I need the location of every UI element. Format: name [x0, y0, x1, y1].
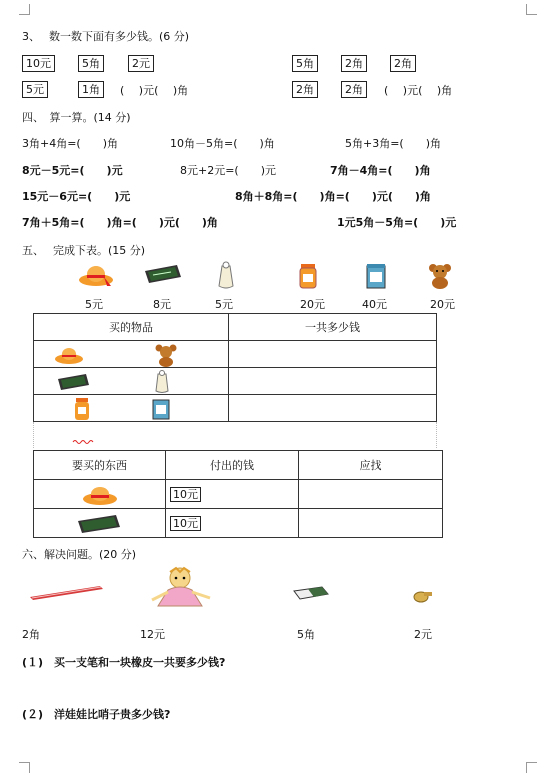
calc-item: 8角＋8角=( )角=( )元( )角	[235, 190, 431, 203]
purchase-table	[33, 313, 437, 422]
calc-item: 7角－4角=( )角	[330, 164, 431, 177]
paid-cell	[166, 480, 299, 509]
doll-icon	[146, 566, 218, 610]
box-icon	[151, 397, 173, 421]
jar-icon	[72, 397, 92, 421]
answer-blank: ( )元( )角	[120, 84, 189, 97]
section-3-title: 3、 数一数下面有多少钱。(6 分)	[22, 30, 190, 43]
chalkboard-icon	[143, 263, 183, 285]
paid-value: 10元	[170, 516, 201, 531]
section-6-title: 六、解决问题。(20 分)	[22, 548, 137, 561]
corner-mark	[526, 762, 537, 773]
table-row	[34, 368, 229, 395]
calc-item: 1元5角－5角=( )元	[337, 216, 457, 229]
money-1jiao: 1角	[78, 81, 104, 98]
item-price: 40元	[362, 298, 387, 311]
table-header: 要买的东西	[34, 451, 166, 480]
calc-item: 3角+4角=( )角	[22, 137, 119, 150]
question-1: (１) 买一支笔和一块橡皮一共要多少钱?	[22, 656, 226, 669]
pen-icon	[28, 584, 106, 600]
chalkboard-icon	[76, 514, 122, 534]
table-row	[34, 395, 229, 422]
whistle-icon	[412, 589, 434, 603]
money-2jiao: 2角	[390, 55, 416, 72]
question-2: (２) 洋娃娃比哨子贵多少钱?	[22, 708, 171, 721]
item-price: 2角	[22, 628, 40, 641]
section-5-title: 五、 完成下表。(15 分)	[22, 244, 146, 257]
squiggle-mark	[72, 439, 96, 445]
guide-line	[436, 422, 438, 448]
item-price: 5元	[215, 298, 233, 311]
money-5jiao: 5角	[292, 55, 318, 72]
corner-mark	[19, 762, 30, 773]
jar-icon	[297, 262, 319, 290]
calc-item: 15元－6元=( )元	[22, 190, 131, 203]
money-2yuan: 2元	[128, 55, 154, 72]
money-5jiao: 5角	[78, 55, 104, 72]
answer-cell[interactable]	[299, 509, 443, 538]
corner-mark	[19, 4, 30, 15]
answer-cell[interactable]	[229, 368, 437, 395]
corner-mark	[526, 4, 537, 15]
table-header: 买的物品	[34, 314, 229, 341]
section-4-title: 四、 算一算。(14 分)	[22, 111, 131, 124]
table-header: 付出的钱	[166, 451, 299, 480]
money-10yuan: 10元	[22, 55, 55, 72]
bear-icon	[154, 343, 178, 367]
calc-item: 7角＋5角=( )角=( )元( )角	[22, 216, 218, 229]
calc-item: 5角+3角=( )角	[345, 137, 442, 150]
paid-value: 10元	[170, 487, 201, 502]
item-price: 5角	[297, 628, 315, 641]
table-row	[34, 341, 229, 368]
guide-line	[33, 422, 35, 448]
eraser-icon	[292, 585, 332, 601]
item-price: 8元	[153, 298, 171, 311]
calc-item: 10角－5角=( )角	[170, 137, 275, 150]
money-2jiao: 2角	[341, 55, 367, 72]
table-row	[34, 509, 166, 538]
change-table	[33, 450, 443, 538]
answer-cell[interactable]	[229, 395, 437, 422]
calc-item: 8元－5元=( )元	[22, 164, 123, 177]
item-price: 20元	[300, 298, 325, 311]
calc-item: 8元+2元=( )元	[180, 164, 277, 177]
paid-cell	[166, 509, 299, 538]
table-row	[34, 480, 166, 509]
item-price: 12元	[140, 628, 165, 641]
money-5yuan: 5元	[22, 81, 48, 98]
table-header: 应找	[299, 451, 443, 480]
answer-cell[interactable]	[299, 480, 443, 509]
hat-icon	[54, 345, 84, 365]
hat-icon	[82, 484, 118, 506]
money-2jiao: 2角	[341, 81, 367, 98]
bag-icon	[215, 260, 237, 290]
bear-icon	[427, 262, 453, 290]
answer-blank: ( )元( )角	[384, 84, 453, 97]
answer-cell[interactable]	[229, 341, 437, 368]
item-price: 20元	[430, 298, 455, 311]
item-price: 2元	[414, 628, 432, 641]
chalkboard-icon	[56, 373, 90, 391]
table-header: 一共多少钱	[229, 314, 437, 341]
item-price: 5元	[85, 298, 103, 311]
box-icon	[365, 262, 389, 290]
hat-icon	[78, 262, 114, 288]
bag-icon	[152, 369, 172, 394]
money-2jiao: 2角	[292, 81, 318, 98]
